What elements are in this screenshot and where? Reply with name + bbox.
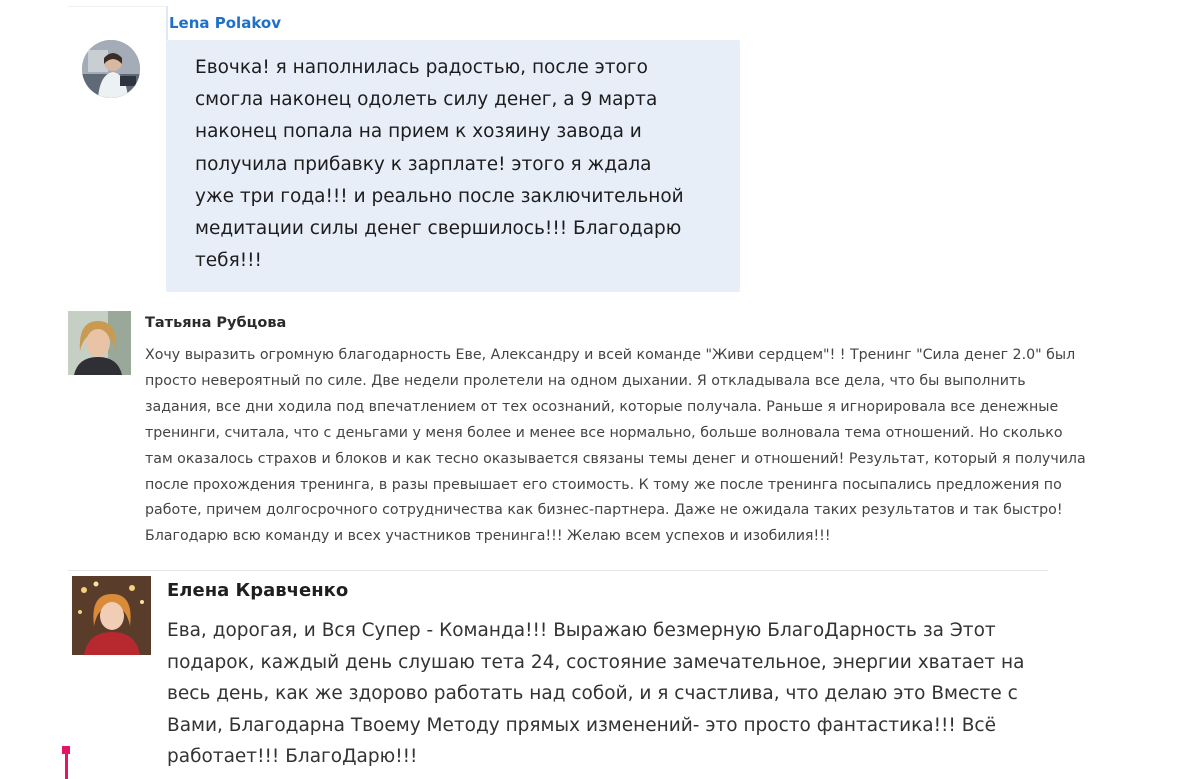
comment-3-top-divider	[68, 570, 1048, 571]
text-line: получила прибавку к зарплате! этого я ждала	[195, 153, 652, 175]
comment-2-avatar[interactable]	[68, 311, 131, 375]
text-line: после прохождения тренинга, в разы превышает его стоимость. К тому же после тренинга посыпались предложения по	[145, 476, 1062, 493]
user-photo-icon	[82, 40, 140, 98]
text-line: тебя!!!	[195, 250, 262, 272]
pink-marker-cap	[62, 746, 70, 754]
comment-1-author-link[interactable]: Lena Polakov	[169, 14, 281, 32]
text-line: подарок, каждый день слушаю тета 24, состояние замечательное, энергии хватает на	[167, 651, 1025, 673]
text-line: Ева, дорогая, и Вся Супер - Команда!!! Выражаю безмерную БлагоДарность за Этот	[167, 620, 996, 641]
text-line: работе, причем долгосрочного сотрудничества как бизнес-партнера. Даже не ожидала таких результатов и так быстро!	[145, 502, 1063, 519]
comment-1-avatar[interactable]	[82, 40, 140, 98]
comment-3-avatar[interactable]	[72, 576, 151, 655]
pink-marker-icon	[62, 746, 70, 779]
comment-2-author[interactable]: Татьяна Рубцова	[145, 315, 287, 331]
text-line: там оказалось страхов и блоков и как тесно оказывается связаны темы денег и отношений! Результат, который я получила	[145, 450, 1086, 467]
text-line: просто невероятный по силе. Две недели пролетели на одном дыхании. Я откладывала все дела, что бы выполнить	[145, 372, 1026, 389]
text-line: Хочу выразить огромную благодарность Еве, Александру и всей команде "Живи сердцем"! ! Тренинг "Сила денег 2.0" был	[145, 347, 1076, 363]
text-line: уже три года!!! и реально после заключительной	[195, 185, 684, 207]
text-line: тренинги, считала, что с деньгами у меня более и менее все нормально, больше волновала тема отношений. Но сколько	[145, 424, 1063, 441]
comment-1-text	[195, 52, 705, 277]
user-photo-icon	[72, 576, 151, 655]
text-line: работает!!! БлагоДарю!!!	[167, 746, 418, 768]
text-line: наконец попала на прием к хозяину завода и	[195, 121, 642, 143]
text-line: медитации силы денег свершилось!!! Благодарю	[195, 218, 682, 240]
comment-2-text	[145, 343, 1185, 550]
text-line: Вами, Благодарна Твоему Методу прямых изменений- это просто фантастика!!! Всё	[167, 714, 996, 736]
text-line: задания, все дни ходила под впечатлением от тех осознаний, которые получала. Раньше я игнорировала все денежные	[145, 398, 1059, 415]
user-photo-icon	[68, 311, 131, 375]
text-line: весь день, как же здорово работать над собой, и я счастлива, что делаю это Вместе с	[167, 683, 1018, 705]
text-line: смогла наконец одолеть силу денег, а 9 марта	[195, 89, 658, 111]
comment-3-author[interactable]: Елена Кравченко	[167, 580, 349, 601]
text-line: Благодарю всю команду и всех участников тренинга!!! Желаю всем успехов и изобилия!!!	[145, 528, 831, 545]
comment-3-text	[167, 615, 1067, 773]
pink-marker-stem	[65, 754, 68, 779]
text-line: Евочка! я наполнилась радостью, после этого	[195, 57, 648, 78]
